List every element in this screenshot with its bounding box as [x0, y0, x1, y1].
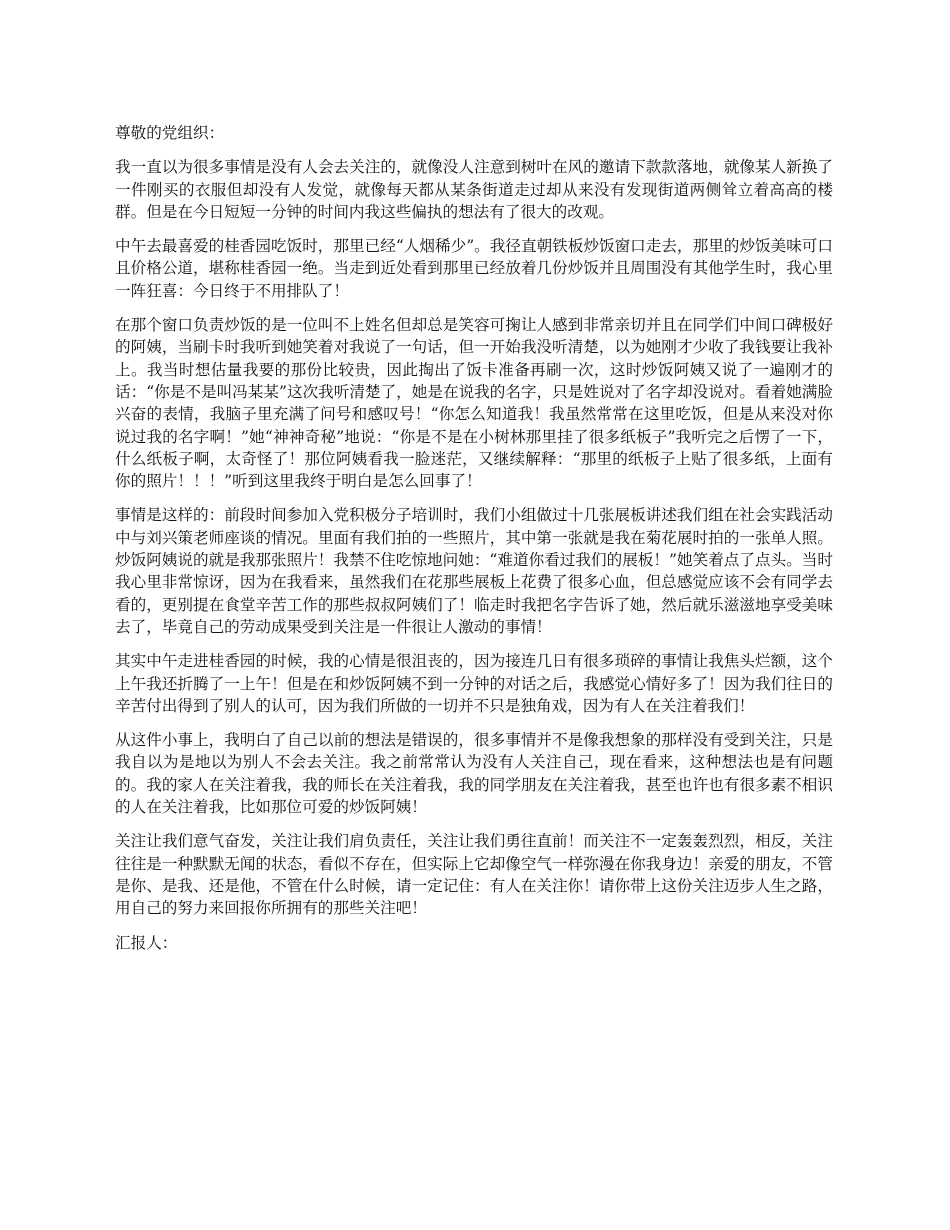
salutation: 尊敬的党组织： — [115, 124, 225, 142]
paragraph-5: 其实中午走进桂香园的时候，我的心情是很沮丧的，因为接连几日有很多琐碎的事情让我焦头烂额，这个上午我还折腾了一上午！但是在和炒饭阿姨不到一分钟的对话之后，我感觉心情好多了！因为我们往日的辛苦付出得到了别人的认可，因为我们所做的一切并不只是独角戏，因为有人在关注着我们！ — [115, 652, 833, 715]
paragraph-4: 事情是这样的：前段时间参加入党积极分子培训时，我们小组做过十几张展板讲述我们组在社会实践活动中与刘兴策老师座谈的情况。里面有我们拍的一些照片，其中第一张就是我在菊花展时拍的一张单人照。炒饭阿姨说的就是我那张照片！我禁不住吃惊地问她：“难道你看过我们的展板！”她笑着点了点头。当时我心里非常惊讶，因为在我看来，虽然我们在花那些展板上花费了很多心血，但总感觉应该不会有同学去看的，更别提在食堂辛苦工作的那些叔叔阿姨们了！临走时我把名字告诉了她，然后就乐滋滋地享受美味去了，毕竟自己的劳动成果受到关注是一件很让人激动的事情！ — [115, 506, 833, 636]
paragraph-2: 中午去最喜爱的桂香园吃饭时，那里已经“人烟稀少”。我径直朝铁板炒饭窗口走去，那里的炒饭美味可口且价格公道，堪称桂香园一绝。当走到近处看到那里已经放着几份炒饭并且周围没有其他学生时，我心里一阵狂喜：今日终于不用排队了！ — [115, 237, 833, 300]
document-page — [115, 122, 833, 954]
paragraph-3: 在那个窗口负责炒饭的是一位叫不上姓名但却总是笑容可掬让人感到非常亲切并且在同学们中间口碑极好的阿姨，当刷卡时我听到她笑着对我说了一句话，但一开始我没听清楚，以为她刚才少收了我钱要让我补上。我当时想估量我要的那份比较贵，因此掏出了饭卡准备再刷一次，这时炒饭阿姨又说了一遍刚才的话：“你是不是叫冯某某”这次我听清楚了，她是在说我的名字，只是姓说对了名字却没说对。看着她满脸兴奋的表情，我脑子里充满了问号和感叹号！“你怎么知道我！我虽然常常在这里吃饭，但是从来没对你说过我的名字啊！”她“神神奇秘”地说：“你是不是在小树林那里挂了很多纸板子”我听完之后愣了一下，什么纸板子啊，太奇怪了！那位阿姨看我一脸迷茫，又继续解释：“那里的纸板子上贴了很多纸，上面有你的照片！！！”听到这里我终于明白是怎么回事了！ — [115, 316, 833, 491]
paragraph-1: 我一直以为很多事情是没有人会去关注的，就像没人注意到树叶在风的邀请下款款落地，就像某人新换了一件刚买的衣服但却没有人发觉，就像每天都从某条街道走过却从来没有发现街道两侧耸立着高高的楼群。但是在今日短短一分钟的时间内我这些偏执的想法有了很大的改观。 — [115, 158, 833, 221]
signature: 汇报人： — [115, 933, 178, 952]
paragraph-6: 从这件小事上，我明白了自己以前的想法是错误的，很多事情并不是像我想象的那样没有受到关注，只是我自以为是地以为别人不会去关注。我之前常常认为没有人关注自己，现在看来，这种想法也是有问题的。我的家人在关注着我，我的师长在关注着我，我的同学朋友在关注着我，甚至也许也有很多素不相识的人在关注着我，比如那位可爱的炒饭阿姨！ — [115, 731, 833, 817]
paragraph-7: 关注让我们意气奋发，关注让我们肩负责任，关注让我们勇往直前！而关注不一定轰轰烈烈，相反，关注往往是一种默默无闻的状态，看似不存在，但实际上它却像空气一样弥漫在你我身边！亲爱的朋友，不管是你、是我、还是他，不管在什么时候，请一定记住：有人在关注你！请你带上这份关注迈步人生之路，用自己的努力来回报你所拥有的那些关注吧！ — [115, 832, 833, 918]
